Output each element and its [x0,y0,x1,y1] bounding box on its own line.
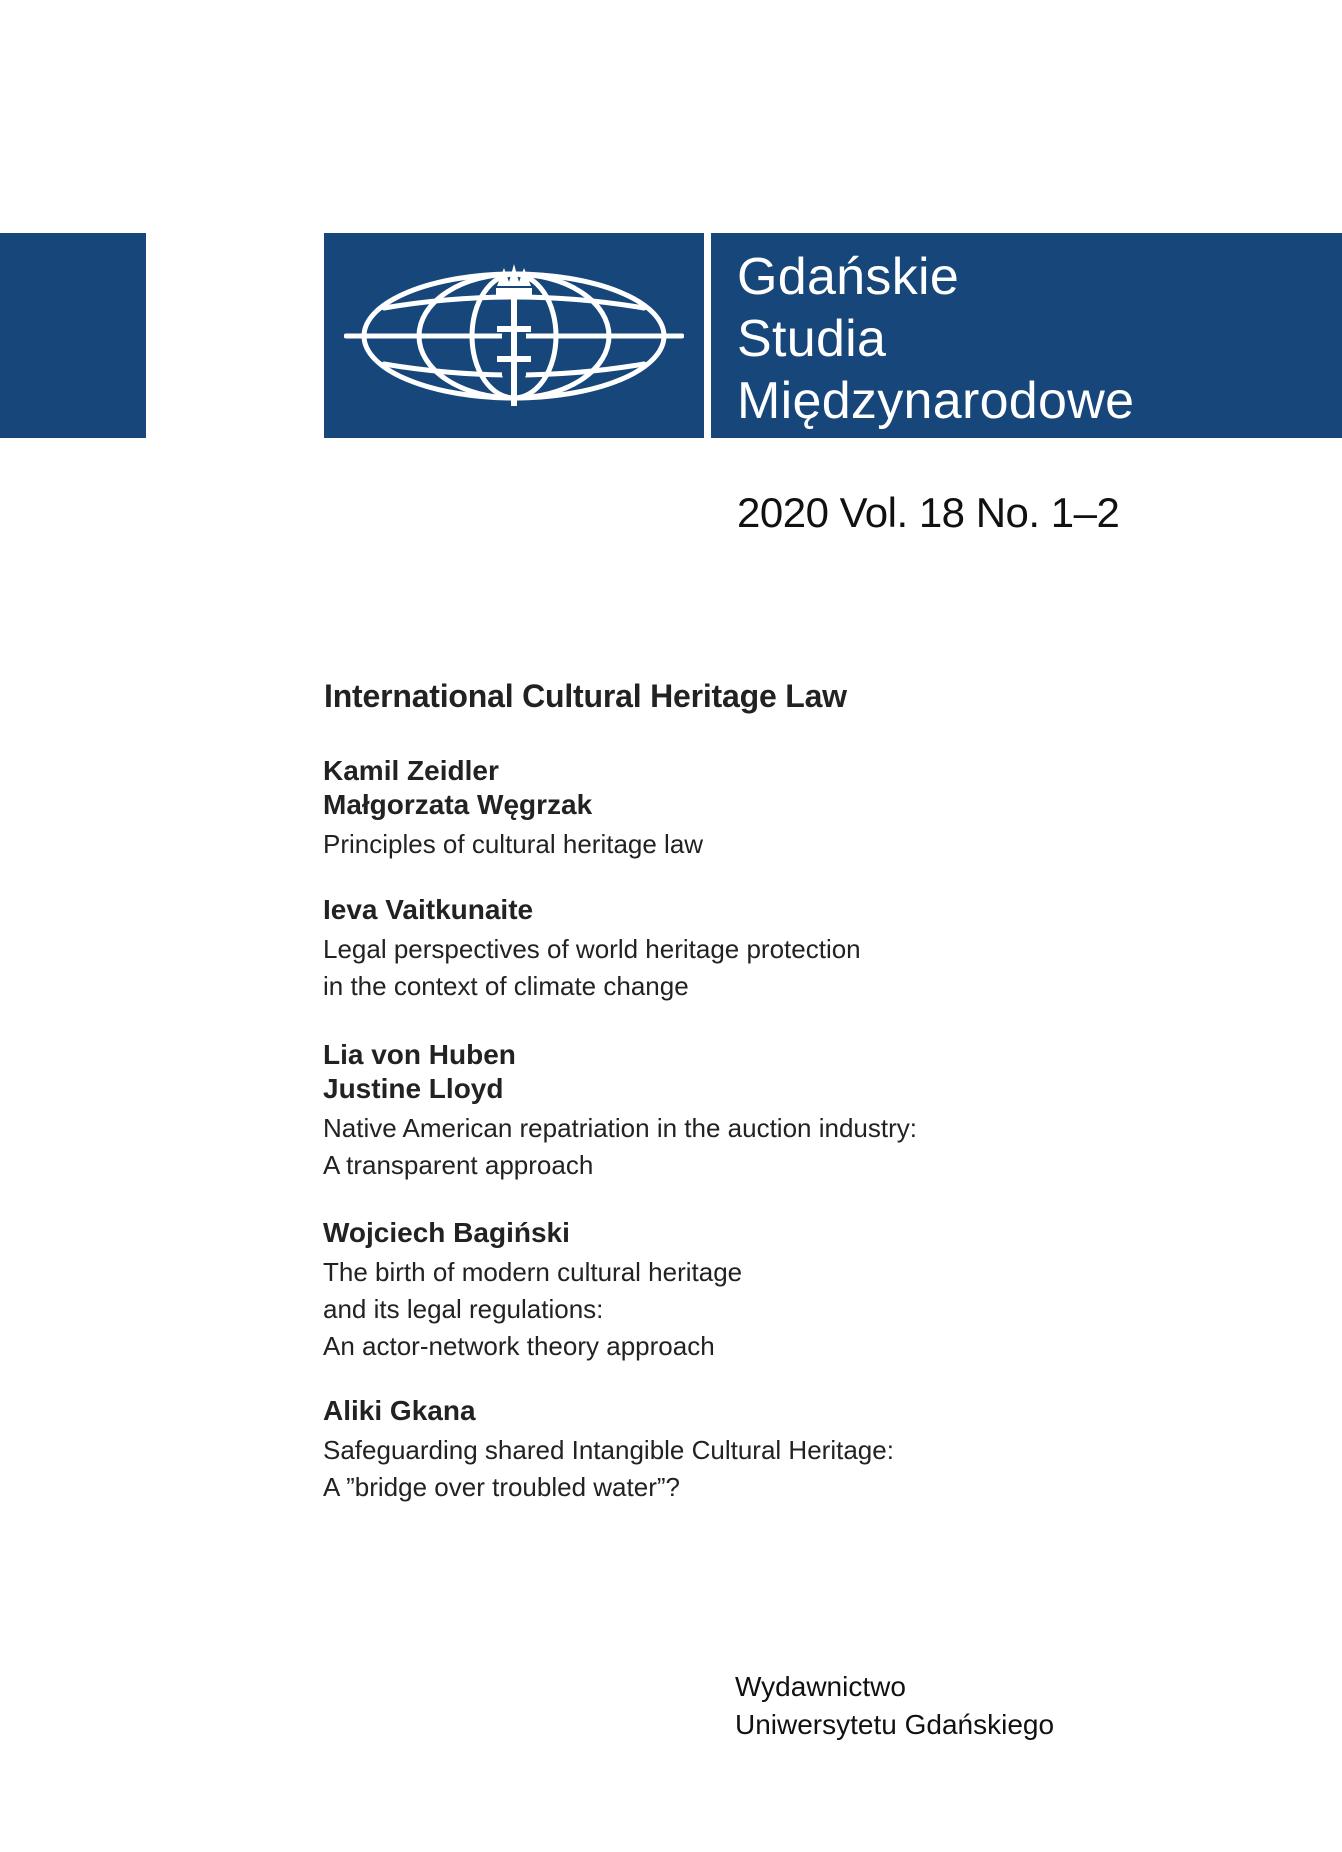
article-title-line: and its legal regulations: [323,1294,604,1324]
publisher-line: Wydawnictwo [735,1671,906,1702]
article-title-line: Safeguarding shared Intangible Cultural Heritage: [323,1435,894,1465]
article-title-line: An actor-network theory approach [323,1331,715,1361]
article-title-line: A ”bridge over troubled water”? [323,1472,680,1502]
globe-crown-emblem-icon [344,256,684,416]
journal-title-line-3: Międzynarodowe [737,372,1135,430]
article-3 [323,1038,917,1184]
article-5 [323,1394,894,1506]
header-band-left [0,233,146,438]
publisher-line: Uniwersytetu Gdańskiego [735,1709,1055,1740]
article-1 [323,754,703,863]
article-title-line: in the context of climate change [323,971,689,1001]
article-author: Małgorzata Węgrzak [323,789,593,820]
issue-info: 2020 Vol. 18 No. 1–2 [737,489,1120,536]
section-heading: International Cultural Heritage Law [324,678,847,714]
article-title-line: Principles of cultural heritage law [323,829,704,859]
article-author: Aliki Gkana [323,1395,476,1426]
article-author: Justine Lloyd [323,1073,504,1104]
publisher-block [735,1668,1054,1744]
article-title-line: The birth of modern cultural heritage [323,1257,743,1287]
article-author: Kamil Zeidler [323,755,499,786]
article-title-line: Native American repatriation in the auction industry: [323,1113,917,1143]
journal-title-line-2: Studia [737,310,887,368]
article-4 [323,1216,742,1365]
article-title-line: Legal perspectives of world heritage protection [323,934,861,964]
article-author: Ieva Vaitkunaite [323,894,534,925]
article-author: Lia von Huben [323,1039,516,1070]
journal-title-block [711,233,1342,438]
journal-logo-block [324,233,704,438]
article-author: Wojciech Bagiński [323,1217,570,1248]
journal-title-line-1: Gdańskie [737,248,960,306]
article-title-line: A transparent approach [323,1150,594,1180]
article-2 [323,893,861,1005]
